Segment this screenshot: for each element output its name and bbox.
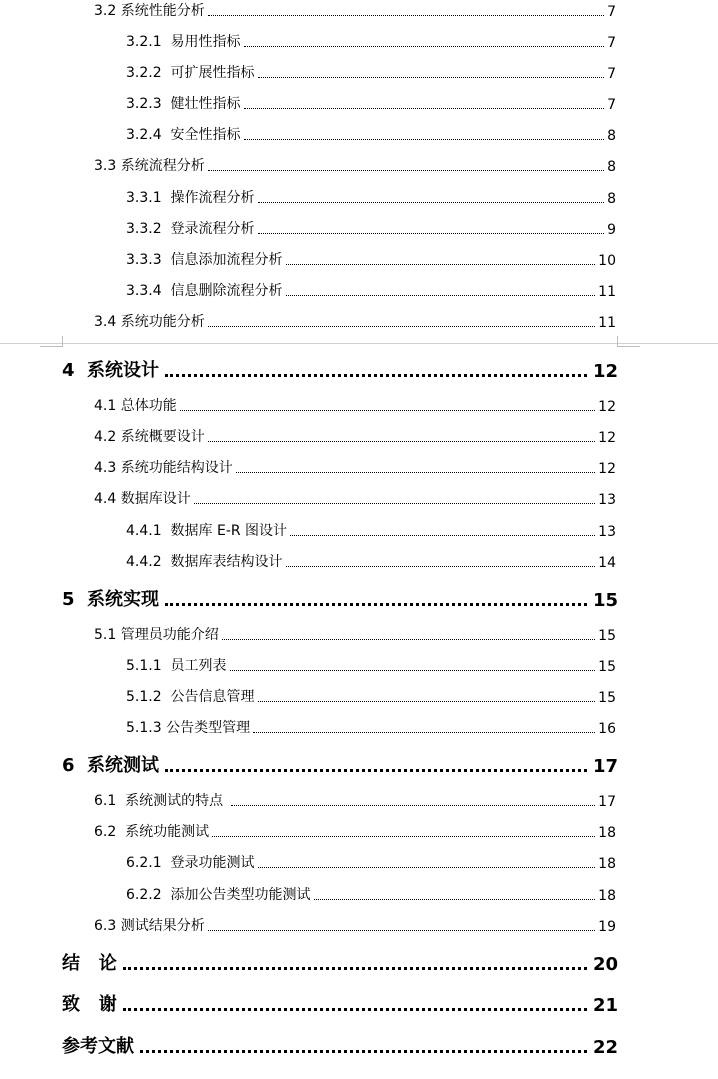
toc-page-number: 12 bbox=[598, 430, 616, 446]
toc-entry-title: 3.3.4 信息删除流程分析 bbox=[126, 283, 283, 299]
toc-entry-title: 4.4.1 数据库 E-R 图设计 bbox=[126, 523, 288, 539]
toc-entry-title: 4.3 系统功能结构设计 bbox=[94, 460, 233, 476]
toc-entry-3-3-2[interactable] bbox=[126, 218, 616, 238]
toc-leader bbox=[208, 326, 595, 327]
toc-chapter-4[interactable] bbox=[62, 356, 618, 382]
toc-leader bbox=[236, 472, 595, 473]
toc-page-number: 18 bbox=[598, 856, 616, 872]
toc-entry-title: 6.3 测试结果分析 bbox=[94, 918, 205, 934]
toc-entry-title: 6.2.2 添加公告类型功能测试 bbox=[126, 887, 311, 903]
toc-entry-title: 3.2.2 可扩展性指标 bbox=[126, 65, 255, 81]
toc-conclusion[interactable] bbox=[62, 949, 618, 975]
toc-entry-3-3-1[interactable] bbox=[126, 187, 616, 207]
toc-entry-3-3-4[interactable] bbox=[126, 280, 616, 300]
toc-entry-title: 参考文献 bbox=[62, 1036, 134, 1057]
toc-entry-title: 4.4 数据库设计 bbox=[94, 491, 191, 507]
toc-page-number: 7 bbox=[607, 97, 616, 113]
toc-entry-6-3[interactable] bbox=[94, 915, 616, 935]
toc-page-number: 15 bbox=[598, 628, 616, 644]
toc-entry-title: 6.1 系统测试的特点 bbox=[94, 793, 228, 809]
toc-page-number: 18 bbox=[598, 825, 616, 841]
page-corner-mark-right bbox=[617, 336, 640, 347]
toc-leader bbox=[244, 139, 605, 140]
toc-acknowledgements[interactable] bbox=[62, 990, 618, 1016]
toc-leader bbox=[123, 1008, 587, 1011]
toc-entry-6-2-1[interactable] bbox=[126, 852, 616, 872]
toc-page-number: 11 bbox=[598, 315, 616, 331]
toc-leader bbox=[208, 930, 595, 931]
toc-page-number: 13 bbox=[598, 524, 616, 540]
toc-entry-3-3[interactable] bbox=[94, 155, 616, 175]
toc-leader bbox=[286, 566, 596, 567]
toc-leader bbox=[165, 603, 587, 606]
toc-page-number: 7 bbox=[607, 35, 616, 51]
toc-leader bbox=[286, 264, 596, 265]
toc-entry-4-1[interactable] bbox=[94, 395, 616, 415]
toc-page-number: 15 bbox=[598, 659, 616, 675]
toc-page-number: 20 bbox=[592, 954, 618, 975]
toc-entry-title: 3.2.1 易用性指标 bbox=[126, 34, 241, 50]
toc-page-number: 9 bbox=[607, 222, 616, 238]
toc-leader bbox=[230, 670, 596, 671]
toc-page-number: 15 bbox=[598, 690, 616, 706]
toc-entry-title: 致 谢 bbox=[62, 994, 117, 1015]
toc-entry-title: 5.1 管理员功能介绍 bbox=[94, 627, 219, 643]
toc-page-number: 8 bbox=[607, 128, 616, 144]
toc-page-number: 8 bbox=[607, 159, 616, 175]
toc-entry-title: 4.1 总体功能 bbox=[94, 398, 177, 414]
toc-leader bbox=[140, 1050, 587, 1053]
toc-page-number: 18 bbox=[598, 888, 616, 904]
toc-chapter-5[interactable] bbox=[62, 585, 618, 611]
toc-entry-3-2[interactable] bbox=[94, 0, 616, 20]
toc-leader bbox=[314, 899, 596, 900]
toc-entry-5-1[interactable] bbox=[94, 624, 616, 644]
toc-entry-title: 6 系统测试 bbox=[62, 755, 160, 776]
toc-leader bbox=[258, 202, 605, 203]
toc-entry-title: 3.2 系统性能分析 bbox=[94, 3, 205, 19]
toc-entry-title: 3.3.3 信息添加流程分析 bbox=[126, 252, 283, 268]
toc-entry-6-1[interactable] bbox=[94, 790, 616, 810]
toc-page-number: 12 bbox=[598, 461, 616, 477]
toc-entry-title: 3.4 系统功能分析 bbox=[94, 314, 205, 330]
toc-entry-title: 4 系统设计 bbox=[62, 360, 160, 381]
toc-page-number: 22 bbox=[592, 1037, 618, 1058]
toc-page-number: 19 bbox=[598, 919, 616, 935]
toc-leader bbox=[290, 535, 595, 536]
toc-entry-3-2-2[interactable] bbox=[126, 62, 616, 82]
toc-chapter-6[interactable] bbox=[62, 751, 618, 777]
toc-leader bbox=[208, 441, 595, 442]
toc-entry-5-1-1[interactable] bbox=[126, 655, 616, 675]
toc-entry-3-2-3[interactable] bbox=[126, 93, 616, 113]
toc-page-number: 8 bbox=[607, 191, 616, 207]
toc-leader bbox=[194, 503, 595, 504]
toc-page-number: 17 bbox=[592, 756, 618, 777]
toc-page-number: 10 bbox=[598, 253, 616, 269]
toc-leader bbox=[258, 701, 596, 702]
toc-leader bbox=[258, 233, 605, 234]
toc-entry-title: 结 论 bbox=[62, 953, 117, 974]
toc-leader bbox=[231, 805, 596, 806]
toc-references[interactable] bbox=[62, 1032, 618, 1058]
toc-page-number: 12 bbox=[592, 361, 618, 382]
page-break-line bbox=[0, 343, 718, 344]
toc-entry-5-1-3[interactable] bbox=[126, 717, 616, 737]
toc-leader bbox=[180, 410, 595, 411]
toc-leader bbox=[212, 836, 595, 837]
toc-entry-title: 3.3 系统流程分析 bbox=[94, 158, 205, 174]
toc-entry-3-4[interactable] bbox=[94, 311, 616, 331]
toc-leader bbox=[123, 967, 587, 970]
toc-leader bbox=[165, 769, 587, 772]
toc-entry-title: 3.2.3 健壮性指标 bbox=[126, 96, 241, 112]
toc-entry-3-3-3[interactable] bbox=[126, 249, 616, 269]
toc-entry-4-4-1[interactable] bbox=[126, 520, 616, 540]
page-corner-mark-left bbox=[40, 336, 63, 347]
toc-leader bbox=[244, 108, 605, 109]
toc-leader bbox=[258, 867, 596, 868]
toc-entry-title: 6.2.1 登录功能测试 bbox=[126, 855, 255, 871]
toc-entry-title: 3.2.4 安全性指标 bbox=[126, 127, 241, 143]
toc-entry-title: 3.3.2 登录流程分析 bbox=[126, 221, 255, 237]
toc-leader bbox=[208, 170, 604, 171]
toc-leader bbox=[258, 77, 605, 78]
toc-entry-title: 4.2 系统概要设计 bbox=[94, 429, 205, 445]
toc-leader bbox=[253, 732, 595, 733]
toc-entry-title: 5.1.1 员工列表 bbox=[126, 658, 227, 674]
toc-entry-4-4[interactable] bbox=[94, 488, 616, 508]
toc-page-number: 7 bbox=[607, 4, 616, 20]
toc-entry-4-4-2[interactable] bbox=[126, 551, 616, 571]
toc-entry-title: 4.4.2 数据库表结构设计 bbox=[126, 554, 283, 570]
toc-page-number: 17 bbox=[598, 794, 616, 810]
toc-page-number: 7 bbox=[607, 66, 616, 82]
toc-leader bbox=[165, 374, 587, 377]
toc-entry-3-2-4[interactable] bbox=[126, 124, 616, 144]
toc-entry-4-2[interactable] bbox=[94, 426, 616, 446]
toc-entry-6-2-2[interactable] bbox=[126, 884, 616, 904]
toc-entry-title: 5.1.3 公告类型管理 bbox=[126, 720, 251, 736]
toc-page-number: 15 bbox=[592, 590, 618, 611]
toc-page-number: 11 bbox=[598, 284, 616, 300]
toc-page-number: 12 bbox=[598, 399, 616, 415]
toc-leader bbox=[208, 15, 604, 16]
toc-page-number: 13 bbox=[598, 492, 616, 508]
toc-entry-title: 6.2 系统功能测试 bbox=[94, 824, 210, 840]
toc-leader bbox=[286, 295, 596, 296]
toc-leader bbox=[222, 639, 595, 640]
toc-entry-5-1-2[interactable] bbox=[126, 686, 616, 706]
toc-page-number: 21 bbox=[592, 995, 618, 1016]
toc-leader bbox=[244, 46, 605, 47]
toc-entry-6-2[interactable] bbox=[94, 821, 616, 841]
toc-entry-3-2-1[interactable] bbox=[126, 31, 616, 51]
toc-page-number: 14 bbox=[598, 555, 616, 571]
toc-page-number: 16 bbox=[598, 721, 616, 737]
toc-entry-title: 5.1.2 公告信息管理 bbox=[126, 689, 255, 705]
toc-entry-title: 3.3.1 操作流程分析 bbox=[126, 190, 255, 206]
toc-entry-title: 5 系统实现 bbox=[62, 589, 160, 610]
toc-entry-4-3[interactable] bbox=[94, 457, 616, 477]
